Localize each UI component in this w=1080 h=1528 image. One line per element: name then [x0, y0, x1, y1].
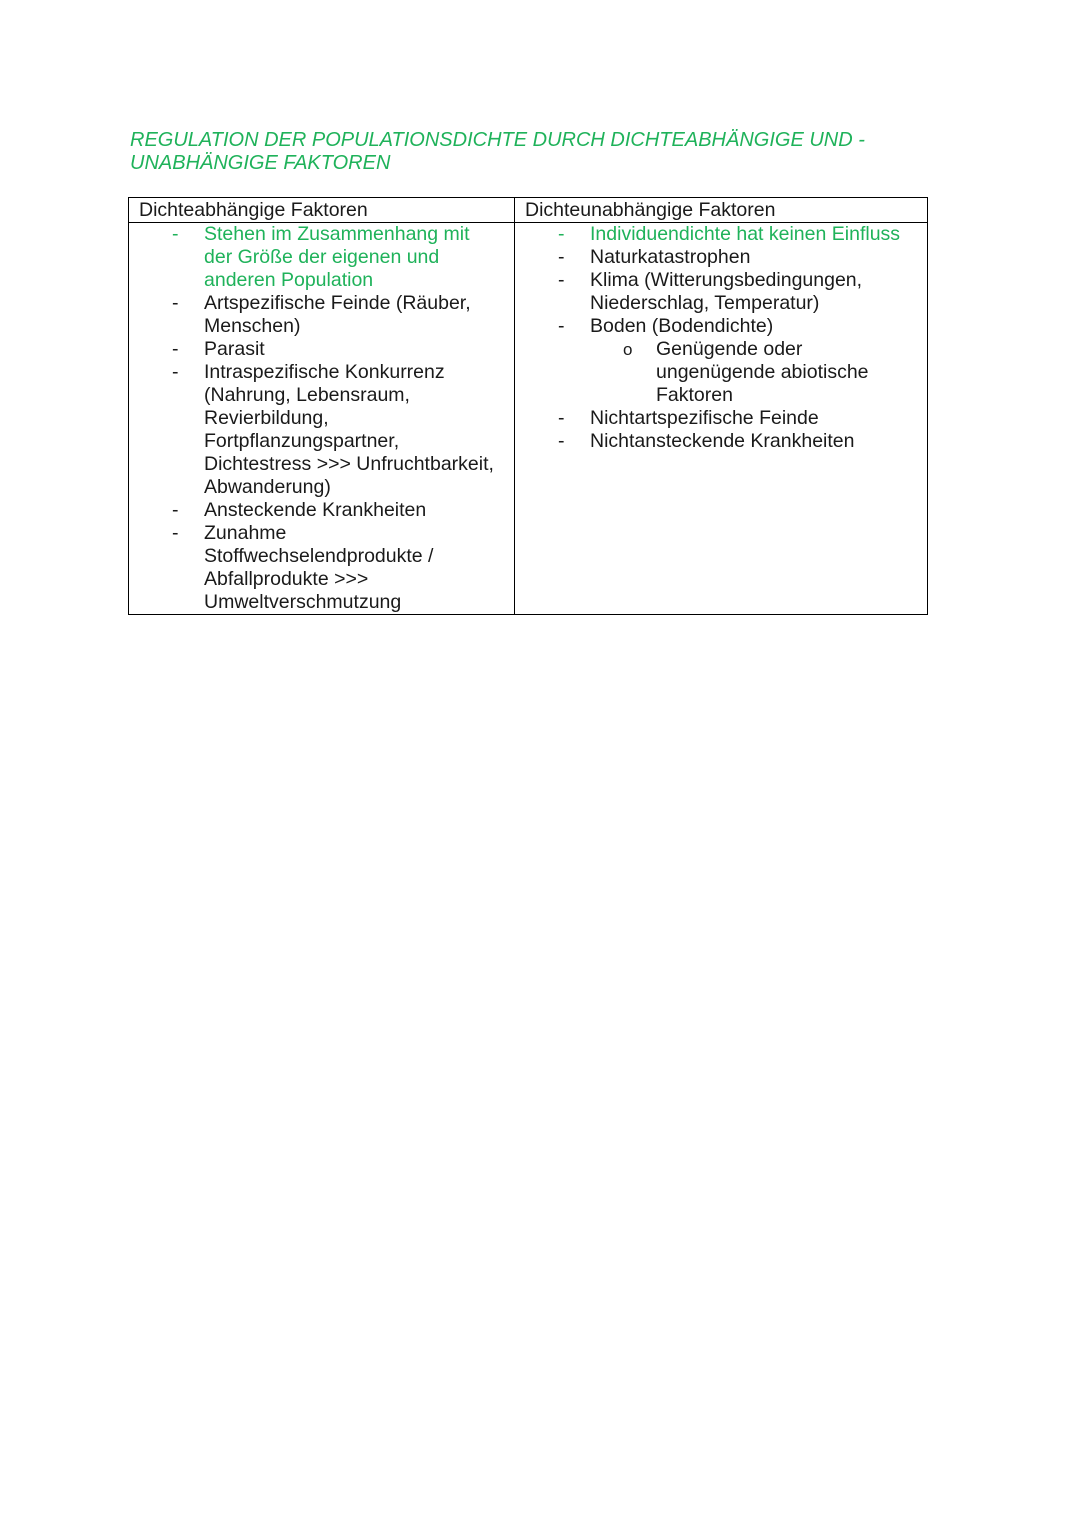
list-item-text: der Größe der eigenen und: [204, 246, 440, 268]
header-density-independent: Dichteunabhängige Faktoren: [515, 198, 928, 223]
sub-list-item-text: Genügende oder: [656, 338, 803, 360]
dash-bullet: -: [558, 269, 565, 291]
list-item-text: Nichtartspezifische Feinde: [590, 407, 819, 429]
list-item: [129, 361, 514, 499]
list-item: [515, 315, 927, 407]
list-item: [129, 292, 514, 338]
title-line-1: REGULATION DER POPULATIONSDICHTE DURCH DICHTEABHÄNGIGE UND -: [130, 129, 865, 151]
list-item-text: Fortpflanzungspartner,: [204, 430, 400, 452]
density-dependent-list: [129, 223, 514, 614]
dash-bullet: -: [172, 361, 179, 383]
circle-bullet: o: [623, 340, 633, 359]
table-body-row: [129, 223, 928, 615]
factors-table: [128, 197, 928, 615]
dash-bullet: -: [172, 338, 179, 360]
list-item: [515, 246, 927, 269]
list-item: [129, 522, 514, 614]
list-item: [515, 407, 927, 430]
list-item-text: Nichtansteckende Krankheiten: [590, 430, 855, 452]
list-item: [515, 223, 927, 246]
dash-bullet: -: [172, 522, 179, 544]
list-item-text: Naturkatastrophen: [590, 246, 751, 268]
density-independent-cell: [515, 223, 928, 615]
list-item-text: Artspezifische Feinde (Räuber,: [204, 292, 471, 314]
list-item-text: Intraspezifische Konkurrenz: [204, 361, 445, 383]
list-item-text: Revierbildung,: [204, 407, 329, 429]
dash-bullet: -: [558, 407, 565, 429]
sub-list: [590, 338, 927, 407]
list-item-text: anderen Population: [204, 269, 374, 291]
list-item-text: Zunahme: [204, 522, 287, 544]
list-item-text: Menschen): [204, 315, 301, 337]
list-item-text: Individuendichte hat keinen Einfluss: [590, 223, 901, 245]
list-item: [129, 499, 514, 522]
dash-bullet: -: [172, 223, 179, 245]
list-item-text: Niederschlag, Temperatur): [590, 292, 820, 314]
list-item: [129, 338, 514, 361]
dash-bullet: -: [558, 430, 565, 452]
list-item-text: Klima (Witterungsbedingungen,: [590, 269, 863, 291]
density-dependent-cell: [129, 223, 515, 615]
list-item: [515, 430, 927, 453]
list-item: [129, 223, 514, 292]
sub-list-item-text: ungenügende abiotische: [656, 361, 869, 383]
list-item-text: Dichtestress >>> Unfruchtbarkeit,: [204, 453, 494, 475]
sub-list-item: [590, 338, 927, 407]
list-item-text: (Nahrung, Lebensraum,: [204, 384, 410, 406]
list-item-text: Stehen im Zusammenhang mit: [204, 223, 470, 245]
list-item: [515, 269, 927, 315]
page-title: [130, 129, 950, 175]
header-density-dependent: Dichteabhängige Faktoren: [129, 198, 515, 223]
list-item-text: Umweltverschmutzung: [204, 591, 402, 613]
sub-list-item-text: Faktoren: [656, 384, 733, 406]
list-item-text: Abwanderung): [204, 476, 331, 498]
density-independent-list: [515, 223, 927, 453]
table-header-row: [129, 198, 928, 223]
dash-bullet: -: [172, 499, 179, 521]
title-line-2: UNABHÄNGIGE FAKTOREN: [130, 152, 391, 174]
list-item-text: Boden (Bodendichte): [590, 315, 774, 337]
list-item-text: Stoffwechselendprodukte /: [204, 545, 434, 567]
dash-bullet: -: [558, 223, 565, 245]
dash-bullet: -: [172, 292, 179, 314]
list-item-text: Ansteckende Krankheiten: [204, 499, 427, 521]
list-item-text: Parasit: [204, 338, 265, 360]
dash-bullet: -: [558, 246, 565, 268]
dash-bullet: -: [558, 315, 565, 337]
list-item-text: Abfallprodukte >>>: [204, 568, 369, 590]
